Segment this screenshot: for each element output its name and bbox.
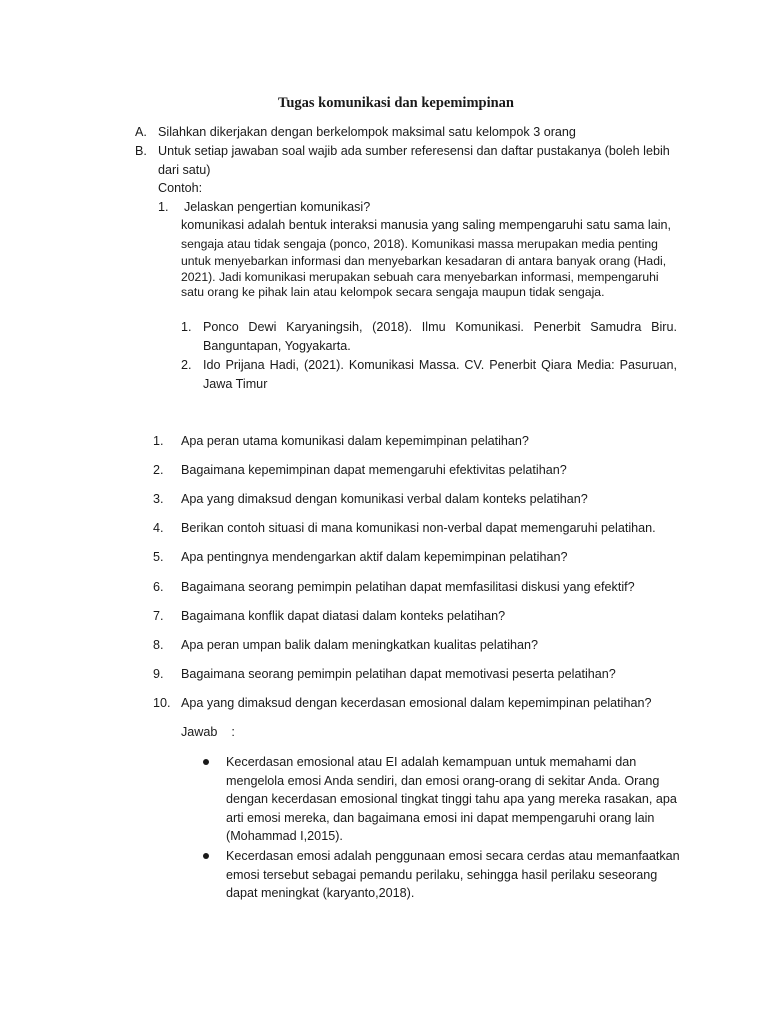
- question-item: Apa pentingnya mendengarkan aktif dalam kepemimpinan pelatihan?: [181, 550, 568, 564]
- answer-bullet-line: emosi tersebut sebagai pemandu perilaku, sehingga hasil perilaku seseorang: [226, 868, 658, 882]
- answer-bullet-line: dengan kecerdasan emosional tingkat tinggi tahu apa yang mereka rasakan, apa: [226, 792, 677, 806]
- answer-bullet-line: dapat meningkat (karyanto,2018).: [226, 886, 415, 900]
- example-question-marker: 1.: [158, 200, 169, 214]
- instruction-a-marker: A.: [135, 125, 147, 139]
- question-item: Bagaimana seorang pemimpin pelatihan dapat memfasilitasi diskusi yang efektif?: [181, 580, 635, 594]
- instruction-b-text-cont: dari satu): [158, 163, 211, 177]
- question-item: Bagaimana kepemimpinan dapat memengaruhi efektivitas pelatihan?: [181, 463, 567, 477]
- question-marker: 8.: [153, 638, 164, 652]
- question-marker: 7.: [153, 609, 164, 623]
- answer-bullet-line: Kecerdasan emosional atau EI adalah kemampuan untuk memahami dan: [226, 755, 637, 769]
- bullet-dot-icon: [203, 853, 209, 859]
- question-item: Apa peran utama komunikasi dalam kepemimpinan pelatihan?: [181, 434, 529, 448]
- instruction-b-text: Untuk setiap jawaban soal wajib ada sumber referesensi dan daftar pustakanya (boleh lebih: [158, 144, 670, 158]
- instruction-b-marker: B.: [135, 144, 147, 158]
- reference-marker: 2.: [181, 358, 192, 372]
- question-item: Apa peran umpan balik dalam meningkatkan kualitas pelatihan?: [181, 638, 539, 652]
- question-marker: 6.: [153, 580, 164, 594]
- question-marker: 4.: [153, 521, 164, 535]
- reference-item: Ido Prijana Hadi, (2021). Komunikasi Massa. CV. Penerbit Qiara Media: Pasuruan, Jawa Timur: [203, 358, 677, 391]
- question-marker: 9.: [153, 667, 164, 681]
- instruction-a-text: Silahkan dikerjakan dengan berkelompok maksimal satu kelompok 3 orang: [158, 125, 576, 139]
- example-label: Contoh:: [158, 181, 203, 195]
- answer-label: Jawab :: [181, 725, 235, 739]
- question-item: Apa yang dimaksud dengan komunikasi verbal dalam konteks pelatihan?: [181, 492, 588, 506]
- question-marker: 5.: [153, 550, 164, 564]
- bullet-dot-icon: [203, 759, 209, 765]
- question-item: Berikan contoh situasi di mana komunikasi non-verbal dapat memengaruhi pelatihan.: [181, 521, 656, 535]
- example-answer-line: untuk menyebarkan informasi dan menyebarkan kesadaran di antara banyak orang (Hadi,: [181, 254, 667, 268]
- answer-bullet-line: (Mohammad I,2015).: [226, 829, 343, 843]
- question-marker: 1.: [153, 434, 164, 448]
- question-item: Apa yang dimaksud dengan kecerdasan emosional dalam kepemimpinan pelatihan?: [181, 696, 652, 710]
- reference-item: Ponco Dewi Karyaningsih, (2018). Ilmu Komunikasi. Penerbit Samudra Biru. Banguntapan, Yogyakarta.: [203, 320, 677, 353]
- example-answer-line: satu orang ke pihak lain atau kelompok secara sengaja maupun tidak sengaja.: [181, 285, 605, 299]
- answer-bullet-line: Kecerdasan emosi adalah penggunaan emosi secara cerdas atau memanfaatkan: [226, 849, 680, 863]
- example-question: Jelaskan pengertian komunikasi?: [184, 200, 371, 214]
- page-title: Tugas komunikasi dan kepemimpinan: [278, 95, 514, 111]
- example-answer-line: sengaja atau tidak sengaja (ponco, 2018). Komunikasi massa merupakan media penting: [181, 237, 658, 251]
- example-answer-line: 2021). Jadi komunikasi merupakan sebuah cara menyebarkan informasi, mempengaruhi: [181, 270, 659, 284]
- question-marker: 10.: [153, 696, 171, 710]
- answer-bullet-line: arti emosi mereka, dan bagaimana emosi ini dapat mempengaruhi orang lain: [226, 811, 655, 825]
- question-marker: 3.: [153, 492, 164, 506]
- question-marker: 2.: [153, 463, 164, 477]
- answer-bullet-line: mengelola emosi Anda sendiri, dan emosi orang-orang di sekitar Anda. Orang: [226, 774, 660, 788]
- example-answer-line: komunikasi adalah bentuk interaksi manusia yang saling mempengaruhi satu sama lain,: [181, 218, 672, 232]
- question-item: Bagaimana seorang pemimpin pelatihan dapat memotivasi peserta pelatihan?: [181, 667, 616, 681]
- reference-marker: 1.: [181, 320, 192, 334]
- question-item: Bagaimana konflik dapat diatasi dalam konteks pelatihan?: [181, 609, 506, 623]
